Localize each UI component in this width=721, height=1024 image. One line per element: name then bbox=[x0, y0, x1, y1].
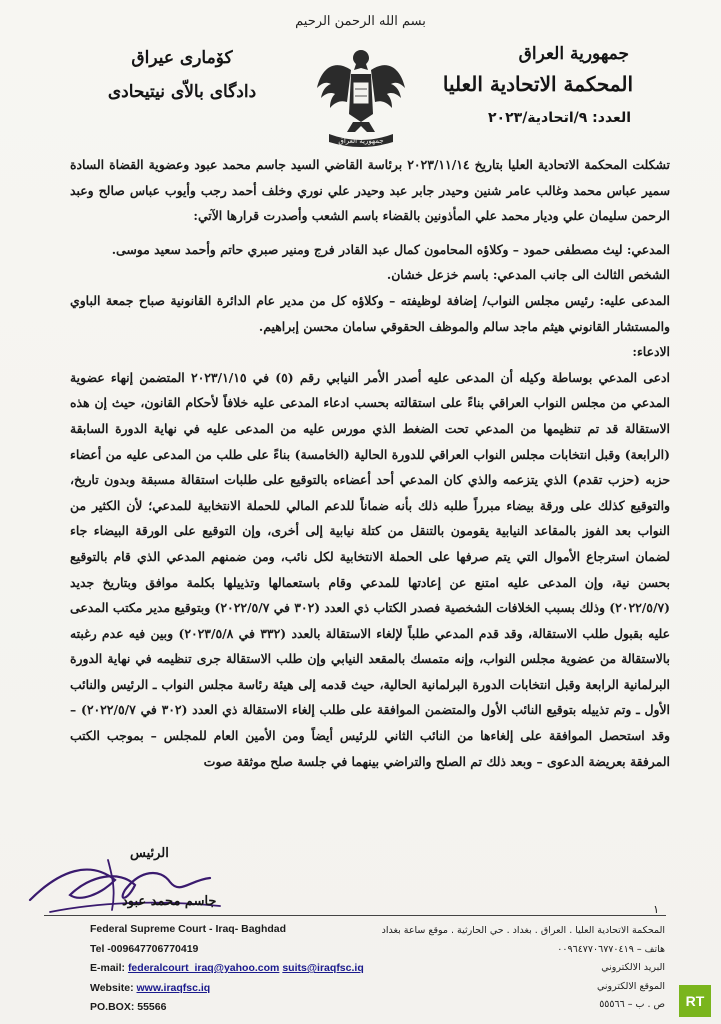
decision-body bbox=[70, 152, 670, 774]
heading-claim: الادعاء: bbox=[632, 344, 670, 360]
footer-website-row bbox=[90, 979, 420, 999]
footer-website-link[interactable]: www.iraqfsc.iq bbox=[136, 981, 211, 994]
basmala: بسم الله الرحمن الرحيم bbox=[295, 14, 426, 29]
footer-email-row bbox=[90, 959, 420, 979]
rt-watermark-logo: RT bbox=[679, 985, 711, 1017]
paragraph-defendant: المدعى عليه: رئيس مجلس النواب/ إضافة لوظيفته – وكلاؤه كل من مدير عام الدائرة القانونية صباح جمعة الباوي والمستشار القانوني هيثم ماجد سالم والموظف الحقوقي سامان محسن إبراهيم. bbox=[70, 292, 670, 334]
footer-pobox: PO.BOX: 55566 bbox=[90, 1001, 167, 1013]
paragraph-composition: تشكلت المحكمة الاتحادية العليا بتاريخ ٢٠٢٣/١١/١٤ برئاسة القاضي السيد جاسم محمد عبود وعضوية القضاة السادة سمير عباس محمد وغالب عامر شنين وحيدر جابر عبد وحيدر علي نوري وخلف أحمد رجب وأيوب عباس صالح وعبد الرحمن سليمان علي وديار محمد علي المأذونين بالقضاء باسم الشعب وأصدرت قرارها الآتي: bbox=[70, 157, 670, 224]
header-arabic bbox=[383, 44, 633, 126]
footer-phone-arabic: هاتف – ٠٠٩٦٤٧٧٠٦٧٧٠٤١٩ bbox=[557, 943, 665, 955]
footer-email-link-1[interactable]: federalcourt_iraq@yahoo.com bbox=[127, 962, 280, 974]
footer-website-label-arabic: الموقع الالكتروني bbox=[596, 980, 665, 992]
paragraph-claim: ادعى المدعي بوساطة وكيله أن المدعى عليه أصدر الأمر النيابي رقم (٥) في ٢٠٢٣/١/١٥ المتضمن إنهاء عضوية المدعي من مجلس النواب العراقي بناءً على استقالته بحسب ادعاء المدعى عليه خلافاً لأحكام القانون، حيث إن هذه الاستقالة قد تم تنظيمها من المدعي تحت الضغط الذي مورس عليه من المدعى عليه في نهاية الدورة السابقة (الرابعة) وقبل انتخابات مجلس النواب العراقي للدورة الحالية (الخامسة) بناءً على طلب من المدعى عليه من أعضاء حزبه (حزب تقدم) الذي يتزعمه والذي كان المدعي أحد أعضاءه بالتوقيع على طلبات استقالة مسبقة وبدون تاريخ، والتوقيع كذلك على ورقة بيضاء مبرراً طلبه ذلك بأنه ضماناً للدعم المالي للحملة الانتخابية للمدعي؛ لأن الكثير من النواب بعد الفوز بالمقاعد النيابية يقومون بالتنقل من كتلة نيابية إلى أخرى، وإن التوقيع على الورقة البيضاء جاء لضمان استرجاع الأموال التي يتم صرفها على الحملة الانتخابية لكل نائب، ومن ضمنهم المدعي الذي قام بالتوقيع بحسن نية، وإن المدعى عليه امتنع عن إعادتها للمدعي وقام باستعمالها وتذييلها بكلمة موافق وبتاريخ جديد (٢٠٢٢/٥/٧) وذلك بسبب الخلافات الشخصية فصدر الكتاب ذي العدد (٣٠٢ في ٢٠٢٢/٥/٧) وبتوقيع مدير مكتب المدعى عليه بقبول طلب الاستقالة، وقد قدم المدعي طلباً لإلغاء الاستقالة بالعدد (٣٣٢ في ٢٠٢٣/٥/٨) وبين فيه عدم رغبته بالاستقالة من عضوية مجلس النواب، وإنه متمسك بالمقعد النيابي وإن طلب الاستقالة جرى تنظيمه في نهاية الدورة البرلمانية الرابعة وقبل انتخابات الدورة البرلمانية الحالية، حيث قدمه إلى هيئة رئاسة مجلس النواب ـ الرئيس والنائب الأول ـ وتم تذييله بتوقيع النائب الأول والمتضمن الموافقة على طلب إلغاء الاستقالة ذي العدد (٣٠٢ في ٢٠٢٢/٥/٧) – وقد استحصل الموافقة على إلغاءها من النائب الثاني للرئيس أيضاً ومن الأمين العام للمجلس – بموجب الكتب المرفقة بعريضة الدعوى – وبعد ذلك تم الصلح والتراضي بينهما في جلسة صلح موثقة صوت bbox=[70, 369, 670, 769]
footer-email-label-arabic: البريد الالكتروني bbox=[601, 962, 665, 973]
signature-name: جاسم محمد عبود bbox=[122, 894, 217, 909]
footer-tel: Tel -009647706770419 bbox=[90, 942, 199, 955]
footer-email-label: E-mail: bbox=[90, 962, 126, 974]
emblem-scroll-text: جمهورية العراق bbox=[338, 137, 384, 145]
court-name-kurdish: دادگاى بالاّى نيتيحادى bbox=[107, 82, 257, 102]
page-number: ١ bbox=[653, 903, 659, 916]
footer-court-name: Federal Supreme Court - Iraq- Baghdad bbox=[90, 923, 287, 935]
footer-email-link-2[interactable]: suits@iraqfsc.iq bbox=[282, 962, 364, 974]
paragraph-third-party: الشخص الثالث الى جانب المدعي: باسم خزعل خشان. bbox=[386, 267, 670, 283]
court-name-arabic: المحكمة الاتحادية العليا bbox=[442, 72, 633, 96]
header-kurdish bbox=[82, 48, 282, 102]
country-name-kurdish: كۆمارى عيراق bbox=[131, 48, 233, 68]
footer-address-arabic: المحكمة الاتحادية العليا . العراق . بغداد . حي الحارثية . موقع ساعة بغداد bbox=[381, 925, 665, 936]
footer-divider bbox=[44, 915, 666, 916]
signature-title: الرئيس bbox=[130, 846, 169, 861]
footer-pobox-arabic: ص . ب – ٥٥٥٦٦ bbox=[599, 999, 665, 1010]
footer-arabic bbox=[381, 922, 665, 1015]
country-name-arabic: جمهورية العراق bbox=[518, 44, 629, 64]
footer-website-label: Website: bbox=[90, 981, 134, 994]
footer-english bbox=[90, 920, 420, 1018]
document-number: العدد: ٩/اتحادية/٢٠٢٣ bbox=[488, 110, 631, 126]
paragraph-plaintiff: المدعي: ليث مصطفى حمود – وكلاؤه المحامون كمال عبد القادر فرج ومنير صبري حاتم وأحمد سعيد موسى. bbox=[111, 241, 670, 257]
iraq-eagle-emblem bbox=[313, 40, 409, 150]
